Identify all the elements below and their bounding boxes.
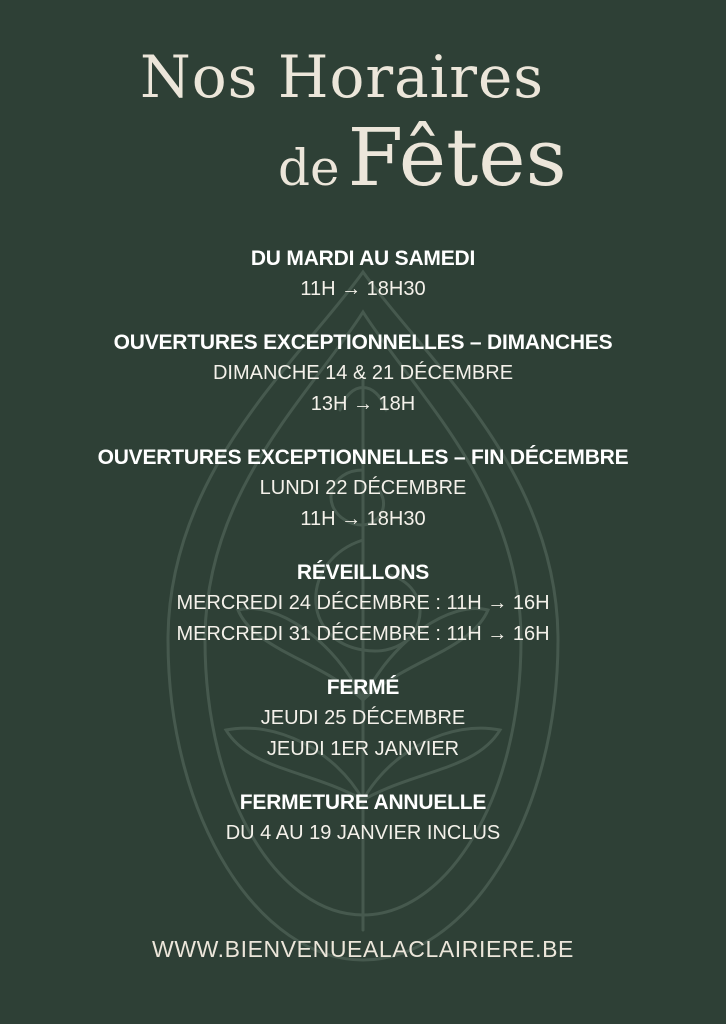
title-fetes: Fêtes <box>347 111 567 204</box>
section-line: DIMANCHE 14 & 21 DÉCEMBRE <box>212 362 514 384</box>
section-heading: OUVERTURES EXCEPTIONNELLES – FIN DÉCEMBRE <box>97 446 629 469</box>
schedule-section <box>0 558 726 650</box>
section-line: MERCREDI 24 DÉCEMBRE : 11H → 16H <box>176 592 550 614</box>
schedule-section <box>0 788 726 849</box>
section-line: 13H → 18H <box>310 393 416 415</box>
section-heading: FERMETURE ANNUELLE <box>239 791 487 814</box>
title-line-1: Nos Horaires <box>140 43 545 111</box>
schedule <box>0 244 726 872</box>
schedule-section <box>0 328 726 420</box>
section-heading: RÉVEILLONS <box>296 561 430 584</box>
section-line: MERCREDI 31 DÉCEMBRE : 11H → 16H <box>176 623 550 645</box>
section-line: LUNDI 22 DÉCEMBRE <box>259 477 467 499</box>
section-heading: DU MARDI AU SAMEDI <box>250 247 476 270</box>
section-line: JEUDI 25 DÉCEMBRE <box>260 707 466 729</box>
section-heading: OUVERTURES EXCEPTIONNELLES – DIMANCHES <box>113 331 613 354</box>
title-de: de <box>278 139 340 197</box>
title-line-2 <box>278 111 567 204</box>
schedule-section <box>0 673 726 765</box>
schedule-section <box>0 443 726 535</box>
section-line: JEUDI 1ER JANVIER <box>266 738 460 760</box>
website-link[interactable]: WWW.BIENVENUEALACLAIRIERE.BE <box>152 936 574 962</box>
schedule-section <box>0 244 726 305</box>
section-heading: FERMÉ <box>326 676 400 699</box>
section-line: 11H → 18H30 <box>300 278 426 300</box>
section-line: DU 4 AU 19 JANVIER INCLUS <box>225 822 501 844</box>
section-line: 11H → 18H30 <box>300 508 426 530</box>
